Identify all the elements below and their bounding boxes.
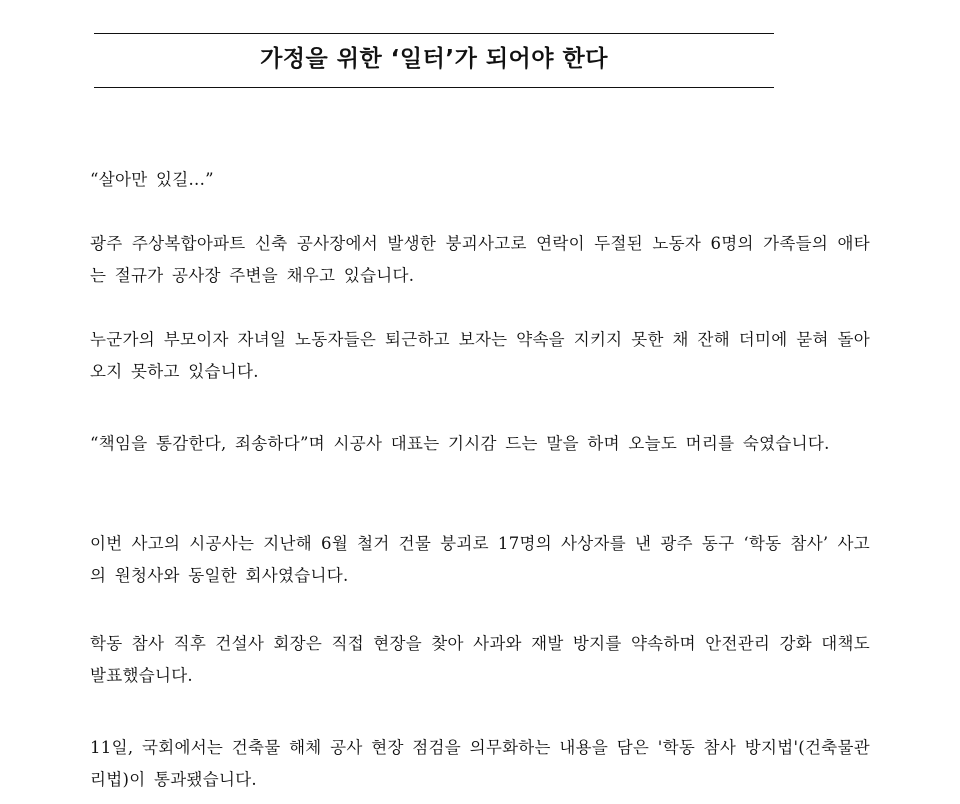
title-top-rule xyxy=(94,33,774,34)
title-bottom-rule xyxy=(94,87,774,88)
paragraph-assembly-law: 11일, 국회에서는 건축물 해체 공사 현장 점검을 의무화하는 내용을 담은 '학동 참사 방지법'(건축물관리법)이 통과됐습니다. xyxy=(90,738,870,789)
paragraph-quote: “살아만 있길...” xyxy=(90,170,214,189)
paragraph-workers: 누군가의 부모이자 자녀일 노동자들은 퇴근하고 보자는 약속을 지키지 못한 채 잔해 더미에 묻혀 돌아오지 못하고 있습니다. xyxy=(90,330,870,381)
document-title: 가정을 위한 ‘일터’가 되어야 한다 xyxy=(260,46,608,72)
paragraph-hakdong: 이번 사고의 시공사는 지난해 6월 철거 건물 붕괴로 17명의 사상자를 낸 광주 동구 ‘학동 참사’ 사고의 원청사와 동일한 회사였습니다. xyxy=(90,534,870,585)
paragraph-safety-measures: 학동 참사 직후 건설사 회장은 직접 현장을 찾아 사과와 재발 방지를 약속하며 안전관리 강화 대책도 발표했습니다. xyxy=(90,634,870,685)
paragraph-ceo-apology: “책임을 통감한다, 죄송하다”며 시공사 대표는 기시감 드는 말을 하며 오늘도 머리를 숙였습니다. xyxy=(90,434,830,453)
paragraph-collapse-accident: 광주 주상복합아파트 신축 공사장에서 발생한 붕괴사고로 연락이 두절된 노동자 6명의 가족들의 애타는 절규가 공사장 주변을 채우고 있습니다. xyxy=(90,234,870,285)
